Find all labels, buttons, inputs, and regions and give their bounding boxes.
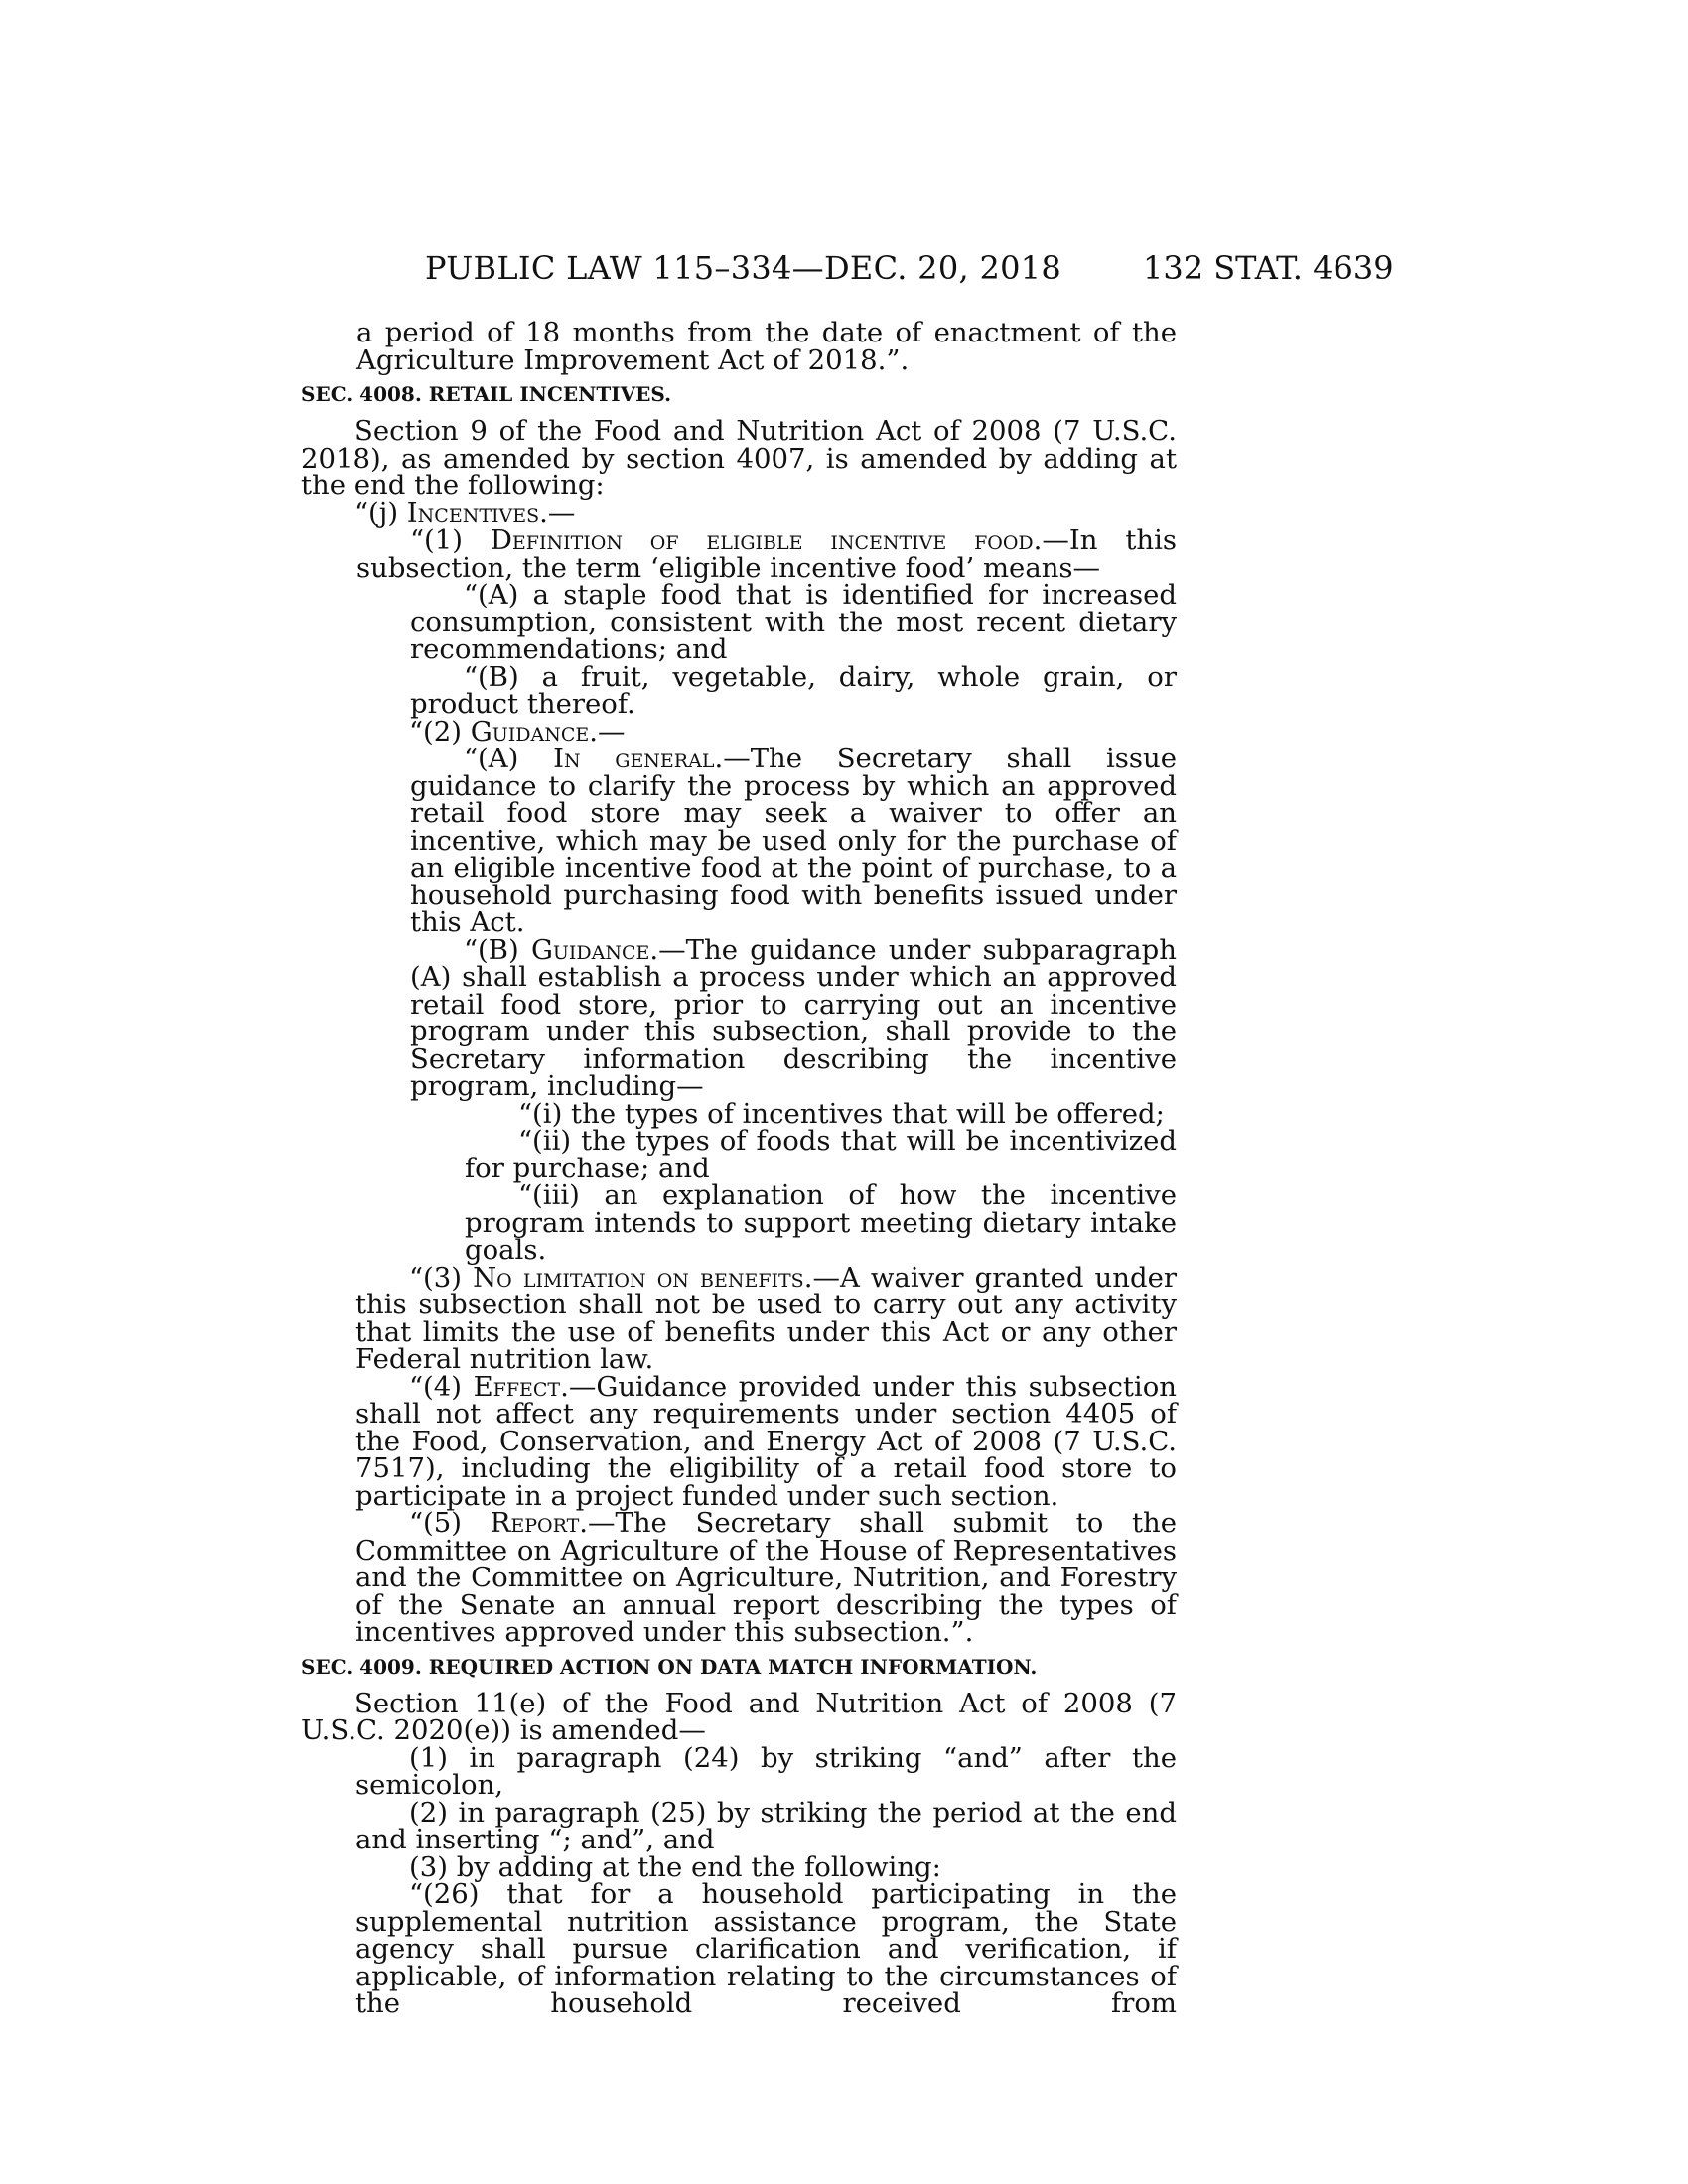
paragraph-continuation: a period of 18 months from the date of enactment of the Agriculture Improvement Act of 2018.”. [356, 317, 1177, 376]
paragraph-2-A [301, 743, 1177, 938]
amendment-2: (2) in paragraph (25) by striking the period at the end and inserting “; and”, and [355, 1796, 1177, 1855]
paragraph-1-text: .—In this subsection, the term ‘eligible incentive food’ means— [356, 524, 1177, 584]
paragraph-5-prefix: “(5) [409, 1507, 491, 1539]
paragraph-5-text: .—The Secretary shall submit to the Committee on Agriculture of the House of Representatives and the Committee on Agriculture, Nutrition, and Forestry of the Senate an annual report describing the types of incentives approved under this subsection.”. [355, 1507, 1177, 1648]
clause-i: “(i) the types of incentives that will be offered; [518, 1097, 1165, 1130]
paragraph-2-A-prefix: “(A) [464, 743, 554, 774]
paragraph-5 [301, 1507, 1177, 1648]
subsection-j [301, 496, 1177, 529]
paragraph-1-heading: Definition of eligible incentive food [490, 524, 1034, 556]
paragraph-4-prefix: “(4) [409, 1370, 474, 1403]
subsection-j-suffix: .— [539, 496, 576, 529]
paragraph-3-prefix: “(3) [409, 1261, 474, 1294]
paragraph-1-A: “(A) a staple food that is identified for increased consumption, consistent with the most recent dietary recommendations; and [410, 579, 1177, 665]
amendment-3: (3) by adding at the end the following: [409, 1850, 941, 1883]
paragraph-4-text: .—Guidance provided under this subsection shall not affect any requirements under section 4405 of the Food, Conservation, and Energy Act of 2008 (7 U.S.C. 7517), including the eligibility of a retail food store to participate in a project funded under such section. [355, 1370, 1177, 1512]
paragraph-3 [301, 1261, 1177, 1375]
paragraph-3-heading: No limitation on benefits [473, 1261, 804, 1294]
clause-iii: “(iii) an explanation of how the incentive program intends to support meeting dietary intake goals. [465, 1179, 1177, 1266]
paragraph-4-heading: Effect [473, 1370, 561, 1403]
paragraph-2-B [301, 933, 1177, 1102]
paragraph-4 [301, 1370, 1177, 1512]
paragraph-1-B: “(B) a fruit, vegetable, dairy, whole grain, or product thereof. [410, 660, 1177, 720]
amendment-1: (1) in paragraph (24) by striking “and” after the semicolon, [355, 1741, 1177, 1801]
paragraph-2-A-heading: In general [553, 743, 715, 774]
paragraph-2-suffix: .— [589, 715, 626, 748]
section-4009-intro: Section 11(e) of the Food and Nutrition Act of 2008 (7 U.S.C. 2020(e)) is amended— [301, 1687, 1177, 1746]
paragraph-2-prefix: “(2) [409, 715, 471, 748]
subsection-j-prefix: “(j) [354, 496, 407, 529]
paragraph-1 [301, 524, 1177, 584]
paragraph-2-B-text: .—The guidance under subparagraph (A) shall establish a process under which an approved retail food store, prior to carrying out an incentive program under this subsection, shall provide to the Secretary information describing the incentive program, including— [410, 933, 1177, 1102]
paragraph-2-B-prefix: “(B) [464, 933, 531, 966]
paragraph-2-heading: Guidance [470, 715, 590, 748]
section-heading-4008: SEC. 4008. RETAIL INCENTIVES. [301, 382, 672, 406]
page-header-title: PUBLIC LAW 115–334—DEC. 20, 2018 [425, 249, 1062, 287]
section-heading-4009: SEC. 4009. REQUIRED ACTION ON DATA MATCH INFORMATION. [301, 1654, 1038, 1679]
subsection-j-heading: Incentives [406, 496, 540, 529]
paragraph-2-B-heading: Guidance [530, 933, 650, 966]
paragraph-3-text: .—A waiver granted under this subsection shall not be used to carry out any activity that limits the use of benefits under this Act or any other Federal nutrition law. [355, 1261, 1177, 1375]
paragraph-26: “(26) that for a household participating in the supplemental nutrition assistance program, the State agency shall pursue clarification and verification, if applicable, of information relating to the circumstances of the household received from [355, 1878, 1177, 2019]
paragraph-5-heading: Report [490, 1507, 580, 1539]
paragraph-2 [301, 715, 1177, 748]
section-4008-intro: Section 9 of the Food and Nutrition Act of 2008 (7 U.S.C. 2018), as amended by section 4007, is amended by adding at the end the following: [301, 415, 1177, 501]
page-number: 132 STAT. 4639 [1143, 249, 1394, 287]
clause-ii: “(ii) the types of foods that will be incentivized for purchase; and [465, 1125, 1177, 1184]
document-body [301, 317, 1177, 2019]
paragraph-2-A-text: .—The Secretary shall issue guidance to clarify the process by which an approved retail food store may seek a waiver to offer an incentive, which may be used only for the purchase of an eligible incentive food at the point of purchase, to a household purchasing food with benefits issued under this Act. [410, 743, 1177, 938]
paragraph-1-prefix: “(1) [410, 524, 491, 556]
